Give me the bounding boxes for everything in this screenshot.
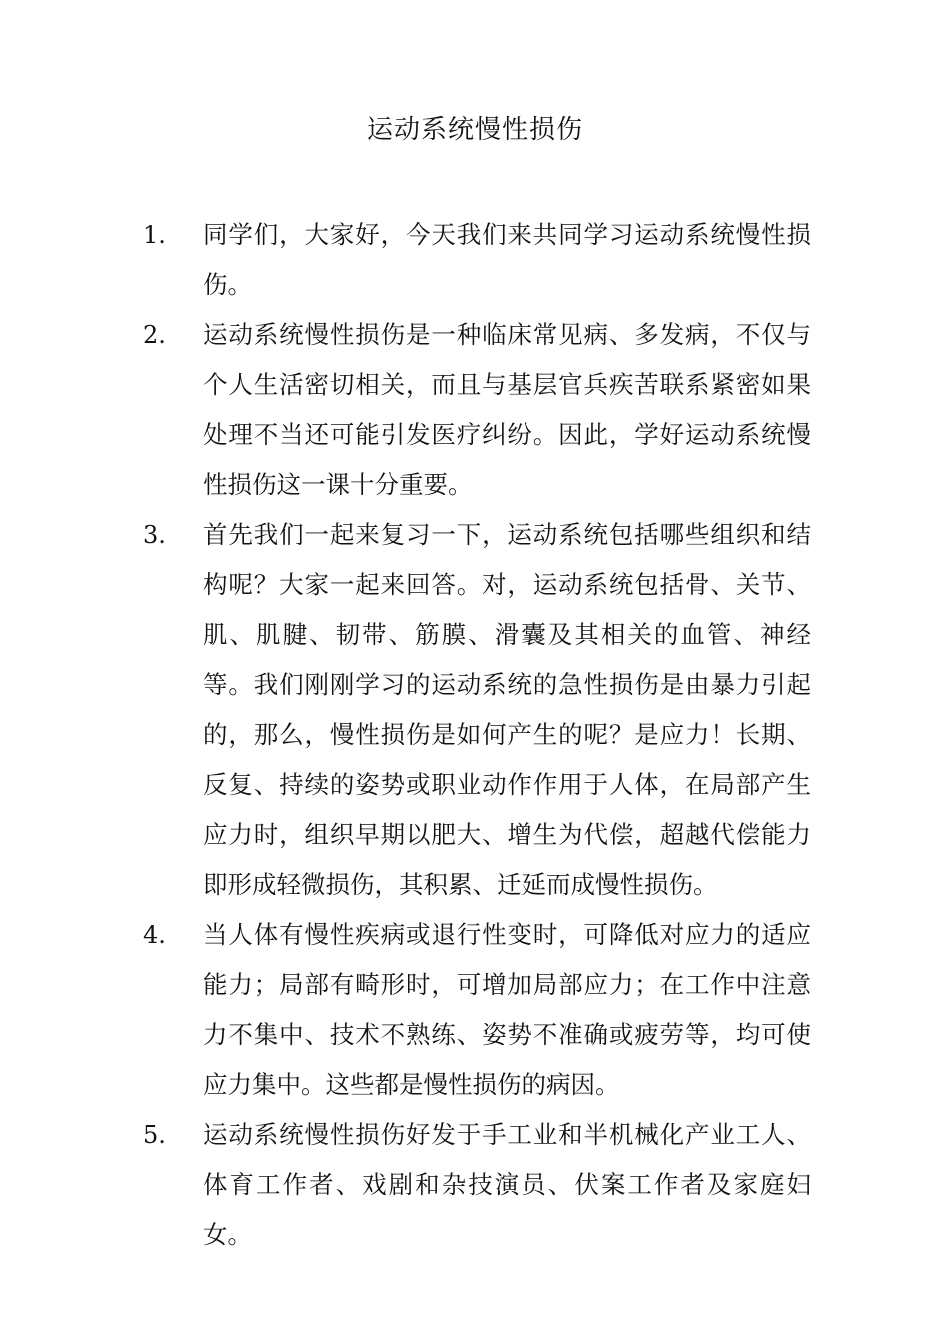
list-item [0,210,950,310]
document-title: 运动系统慢性损伤 [366,115,583,145]
list-item-number: 5. [143,1121,166,1149]
list-item-number: 1. [143,221,166,249]
list-item [0,910,950,1110]
numbered-list [0,210,950,1260]
list-item-number: 3. [143,521,166,549]
list-item-text: 当人体有慢性疾病或退行性变时，可降低对应力的适应能力；局部有畸形时，可增加局部应力；在工作中注意力不集中、技术不熟练、姿势不准确或疲劳等，均可使应力集中。这些都是慢性损伤的病因。 [203,920,811,1099]
list-item-text: 同学们，大家好，今天我们来共同学习运动系统慢性损伤。 [203,220,811,299]
list-item [0,310,950,510]
list-item [0,1110,950,1260]
list-item-text: 首先我们一起来复习一下，运动系统包括哪些组织和结构呢？大家一起来回答。对，运动系统包括骨、关节、肌、肌腱、韧带、筋膜、滑囊及其相关的血管、神经等。我们刚刚学习的运动系统的急性损伤是由暴力引起的，那么，慢性损伤是如何产生的呢？是应力！长期、反复、持续的姿势或职业动作作用于人体，在局部产生应力时，组织早期以肥大、增生为代偿，超越代偿能力即形成轻微损伤，其积累、迁延而成慢性损伤。 [203,520,811,899]
list-item-text: 运动系统慢性损伤是一种临床常见病、多发病，不仅与个人生活密切相关，而且与基层官兵疾苦联系紧密如果处理不当还可能引发医疗纠纷。因此，学好运动系统慢性损伤这一课十分重要。 [203,320,811,499]
list-item-number: 4. [143,921,166,949]
list-item [0,510,950,910]
list-item-text: 运动系统慢性损伤好发于手工业和半机械化产业工人、体育工作者、戏剧和杂技演员、伏案工作者及家庭妇女。 [203,1120,811,1249]
list-item-number: 2. [143,321,166,349]
